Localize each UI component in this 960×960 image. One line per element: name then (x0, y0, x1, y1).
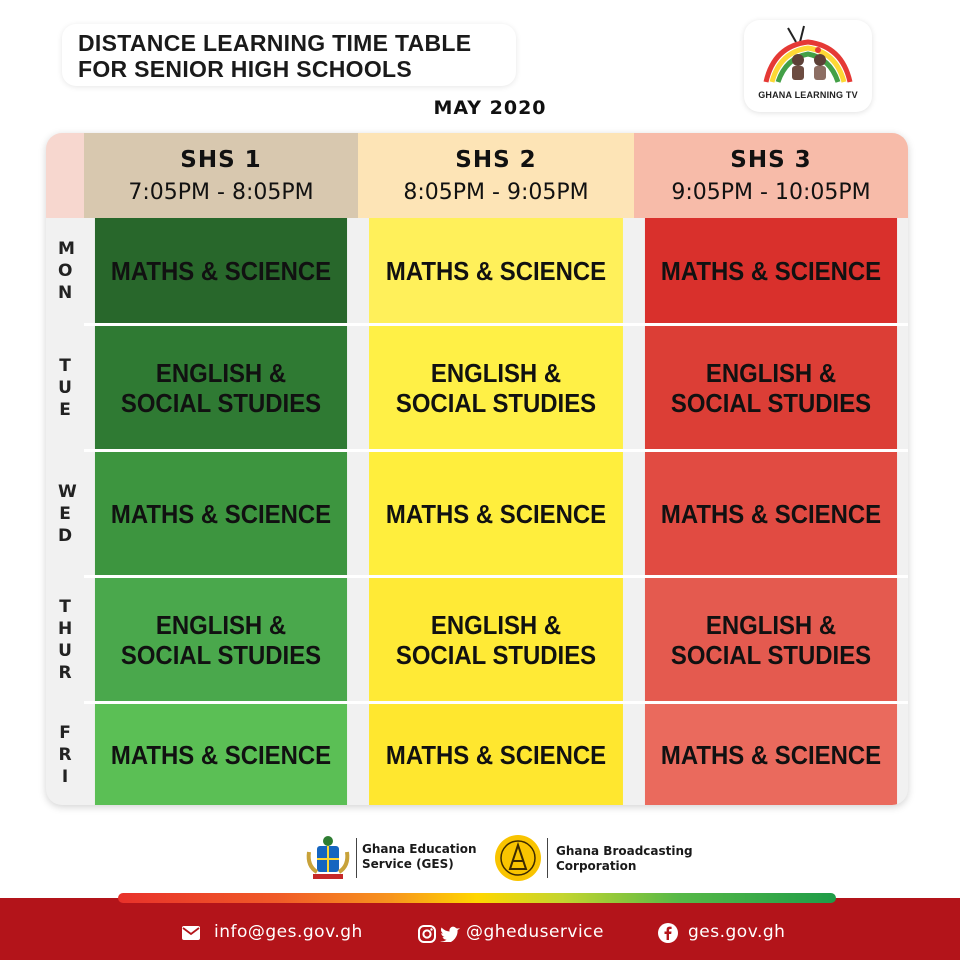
timetable-cell (645, 218, 897, 323)
subject-line2: SOCIAL STUDIES (670, 387, 872, 418)
subject-line2: SOCIAL STUDIES (120, 639, 322, 670)
facebook-icon[interactable] (658, 923, 678, 943)
gbc-emblem-icon (493, 833, 543, 883)
subject-line2: SOCIAL STUDIES (395, 639, 597, 670)
column-header-shs3 (634, 133, 908, 218)
divider (356, 838, 357, 878)
subject-line1: ENGLISH & (155, 609, 287, 640)
subject-line2: SOCIAL STUDIES (395, 387, 597, 418)
day-label-text: THUR (58, 596, 73, 683)
tv-kids-icon (744, 20, 872, 92)
corner-cell (46, 133, 84, 218)
mail-icon (182, 926, 200, 940)
subject-line2: SOCIAL STUDIES (670, 639, 872, 670)
subject-line1: MATHS & SCIENCE (660, 739, 882, 770)
subject-line1: MATHS & SCIENCE (385, 255, 607, 286)
subject-line1: MATHS & SCIENCE (660, 498, 882, 529)
instagram-icon[interactable] (418, 925, 436, 943)
row-divider (84, 323, 908, 326)
timetable-cell (369, 218, 623, 323)
contact-email[interactable]: info@ges.gov.gh (214, 922, 363, 942)
ghana-learning-tv-logo (744, 20, 872, 112)
subject-line1: ENGLISH & (155, 357, 287, 388)
timetable-cell (95, 218, 347, 323)
day-label (46, 218, 84, 323)
contact-social-handle[interactable]: @gheduservice (466, 922, 604, 942)
ges-name-line1: Ghana Education (362, 842, 477, 856)
gbc-name-line1: Ghana Broadcasting (556, 844, 693, 858)
column-name: SHS 1 (180, 147, 262, 173)
subject-line1: MATHS & SCIENCE (660, 255, 882, 286)
color-stripe (118, 893, 836, 903)
timetable-cell (645, 452, 897, 575)
day-label-text: FRI (58, 722, 72, 787)
column-header-shs2 (358, 133, 634, 218)
divider (547, 838, 548, 878)
timetable-cell (369, 326, 623, 449)
day-label (46, 326, 84, 449)
column-time: 7:05PM - 8:05PM (128, 180, 314, 205)
timetable-cell (645, 704, 897, 805)
column-time: 8:05PM - 9:05PM (403, 180, 589, 205)
subject-line1: ENGLISH & (430, 609, 562, 640)
day-label (46, 452, 84, 575)
timetable-cell (645, 326, 897, 449)
contact-website[interactable]: ges.gov.gh (688, 922, 786, 942)
day-label (46, 578, 84, 701)
subject-line1: ENGLISH & (705, 357, 837, 388)
row-divider (84, 449, 908, 452)
ghana-coat-of-arms-icon (303, 832, 353, 882)
day-label-text: WED (58, 481, 77, 546)
subject-line1: ENGLISH & (430, 357, 562, 388)
column-name: SHS 2 (455, 147, 537, 173)
subtitle-month: MAY 2020 (433, 97, 547, 119)
gbc-name-line2: Corporation (556, 859, 637, 873)
column-time: 9:05PM - 10:05PM (671, 180, 871, 205)
page-title-line1: DISTANCE LEARNING TIME TABLE (78, 30, 472, 56)
subject-line1: MATHS & SCIENCE (110, 255, 332, 286)
logo-caption: GHANA LEARNING TV (758, 90, 858, 100)
timetable-cell (369, 704, 623, 805)
subject-line1: MATHS & SCIENCE (385, 498, 607, 529)
subject-line2: SOCIAL STUDIES (120, 387, 322, 418)
twitter-icon[interactable] (440, 926, 460, 942)
day-label (46, 704, 84, 805)
timetable-cell (369, 578, 623, 701)
page-title-line2: FOR SENIOR HIGH SCHOOLS (78, 56, 413, 82)
timetable-cell (95, 452, 347, 575)
timetable-cell (95, 578, 347, 701)
column-name: SHS 3 (730, 147, 812, 173)
row-divider (84, 575, 908, 578)
timetable-cell (369, 452, 623, 575)
ges-name-line2: Service (GES) (362, 857, 454, 871)
subject-line1: MATHS & SCIENCE (110, 739, 332, 770)
subject-line1: MATHS & SCIENCE (110, 498, 332, 529)
timetable-cell (95, 704, 347, 805)
timetable (46, 133, 908, 805)
subject-line1: MATHS & SCIENCE (385, 739, 607, 770)
timetable-cell (645, 578, 897, 701)
footer-logos (0, 828, 960, 888)
column-header-shs1 (84, 133, 358, 218)
day-label-text: MON (58, 238, 75, 303)
timetable-cell (95, 326, 347, 449)
day-label-text: TUE (58, 355, 72, 420)
row-divider (84, 701, 908, 704)
title-box (62, 24, 516, 86)
subject-line1: ENGLISH & (705, 609, 837, 640)
